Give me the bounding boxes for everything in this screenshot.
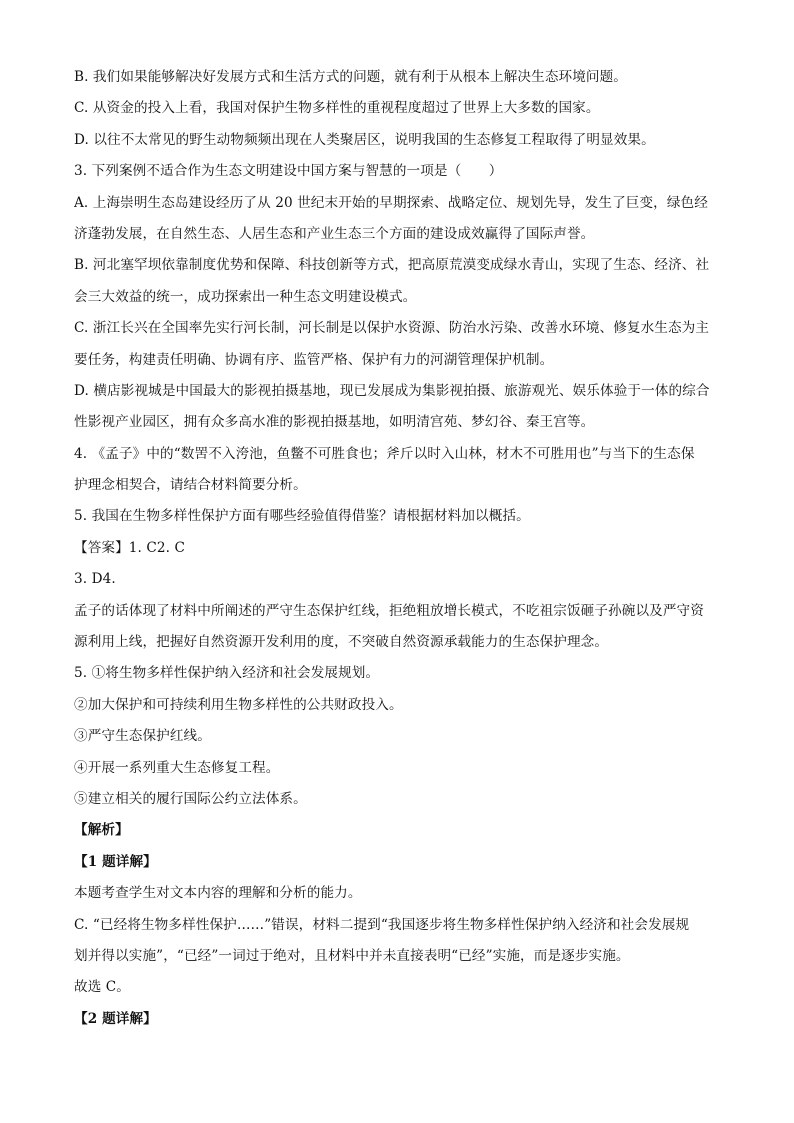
question-3: 3. 下列案例不适合作为生态文明建设中国方案与智慧的一项是（ ） [74,163,503,180]
option-d-line: D. 以往不太常见的野生动物频频出现在人类聚居区，说明我国的生态修复工程取得了明显效果。 [74,131,655,148]
answer-3-4: 3. D4. [74,571,116,588]
q3-option-d-line-2: 性影视产业园区，拥有众多高水准的影视拍摄基地，如明清宫苑、梦幻谷、秦王宫等。 [74,414,595,431]
q3-option-d-line-1: D. 横店影视城是中国最大的影视拍摄基地，现已发展成为集影视拍摄、旅游观光、娱乐体验于一体的综合 [74,382,710,399]
q3-option-a-line-1: A. 上海崇明生态岛建设经历了从 20 世纪末开始的早期探索、战略定位、规划先导，发生了巨变，绿色经 [74,194,708,211]
document-body [74,62,728,1035]
answer-4-line-1: 孟子的话体现了材料中所阐述的严守生态保护红线，拒绝粗放增长模式，不吃祖宗饭砸子孙碗以及严守资 [74,602,704,619]
q3-option-c-line-1: C. 浙江长兴在全国率先实行河长制，河长制是以保护水资源、防治水污染、改善水环境、修复水生态为主 [74,320,710,337]
q1-detail-conclusion: 故选 C。 [74,979,131,996]
q1-detail-line-1: C. “已经将生物多样性保护……”错误，材料二提到“我国逐步将生物多样性保护纳入经济和社会发展规 [74,916,690,933]
answer-5-item-5: ⑤建立相关的履行国际公约立法体系。 [74,790,307,807]
q1-detail-heading: 【1 题详解】 [74,853,157,870]
q1-detail-intro: 本题考查学生对文本内容的理解和分析的能力。 [74,885,362,902]
q3-option-b-line-1: B. 河北塞罕坝依靠制度优势和保障、科技创新等方式，把高原荒漠变成绿水青山，实现了生态、经济、社 [74,257,710,274]
answer-5-item-1: 5. ①将生物多样性保护纳入经济和社会发展规划。 [74,665,380,682]
answer-5-item-2: ②加大保护和可持续利用生物多样性的公共财政投入。 [74,696,403,713]
option-b-line: B. 我们如果能够解决好发展方式和生活方式的问题，就有利于从根本上解决生态环境问题。 [74,69,627,85]
option-c-line: C. 从资金的投入上看，我国对保护生物多样性的重视程度超过了世界上大多数的国家。 [74,100,600,117]
answer-5-item-3: ③严守生态保护红线。 [74,728,211,745]
question-5: 5. 我国在生物多样性保护方面有哪些经验值得借鉴？请根据材料加以概括。 [74,508,530,525]
q2-detail-heading: 【2 题详解】 [74,1010,157,1027]
q3-option-c-line-2: 要任务，构建责任明确、协调有序、监管严格、保护有力的河湖管理保护机制。 [74,351,554,368]
question-4-line-2: 护理念相契合，请结合材料简要分析。 [74,477,307,494]
answer-5-item-4: ④开展一系列重大生态修复工程。 [74,759,280,776]
question-4-line-1: 4. 《孟子》中的“数罟不入洿池，鱼鳖不可胜食也；斧斤以时入山林，材木不可胜用也”与当下的生态保 [74,445,695,462]
analysis-heading: 【解析】 [74,822,129,839]
answer-4-line-2: 源利用上线，把握好自然资源开发利用的度，不突破自然资源承载能力的生态保护理念。 [74,634,609,651]
answer-heading: 【答案】1. C2. C [74,539,185,556]
q3-option-b-line-2: 会三大效益的统一，成功探索出一种生态文明建设模式。 [74,288,417,305]
q3-option-a-line-2: 济蓬勃发展，在自然生态、人居生态和产业生态三个方面的建设成效赢得了国际声誉。 [74,225,595,242]
q1-detail-line-2: 划并得以实施”，“已经”一词过于绝对，且材料中并未直接表明“已经”实施，而是逐步实施。 [74,947,630,964]
